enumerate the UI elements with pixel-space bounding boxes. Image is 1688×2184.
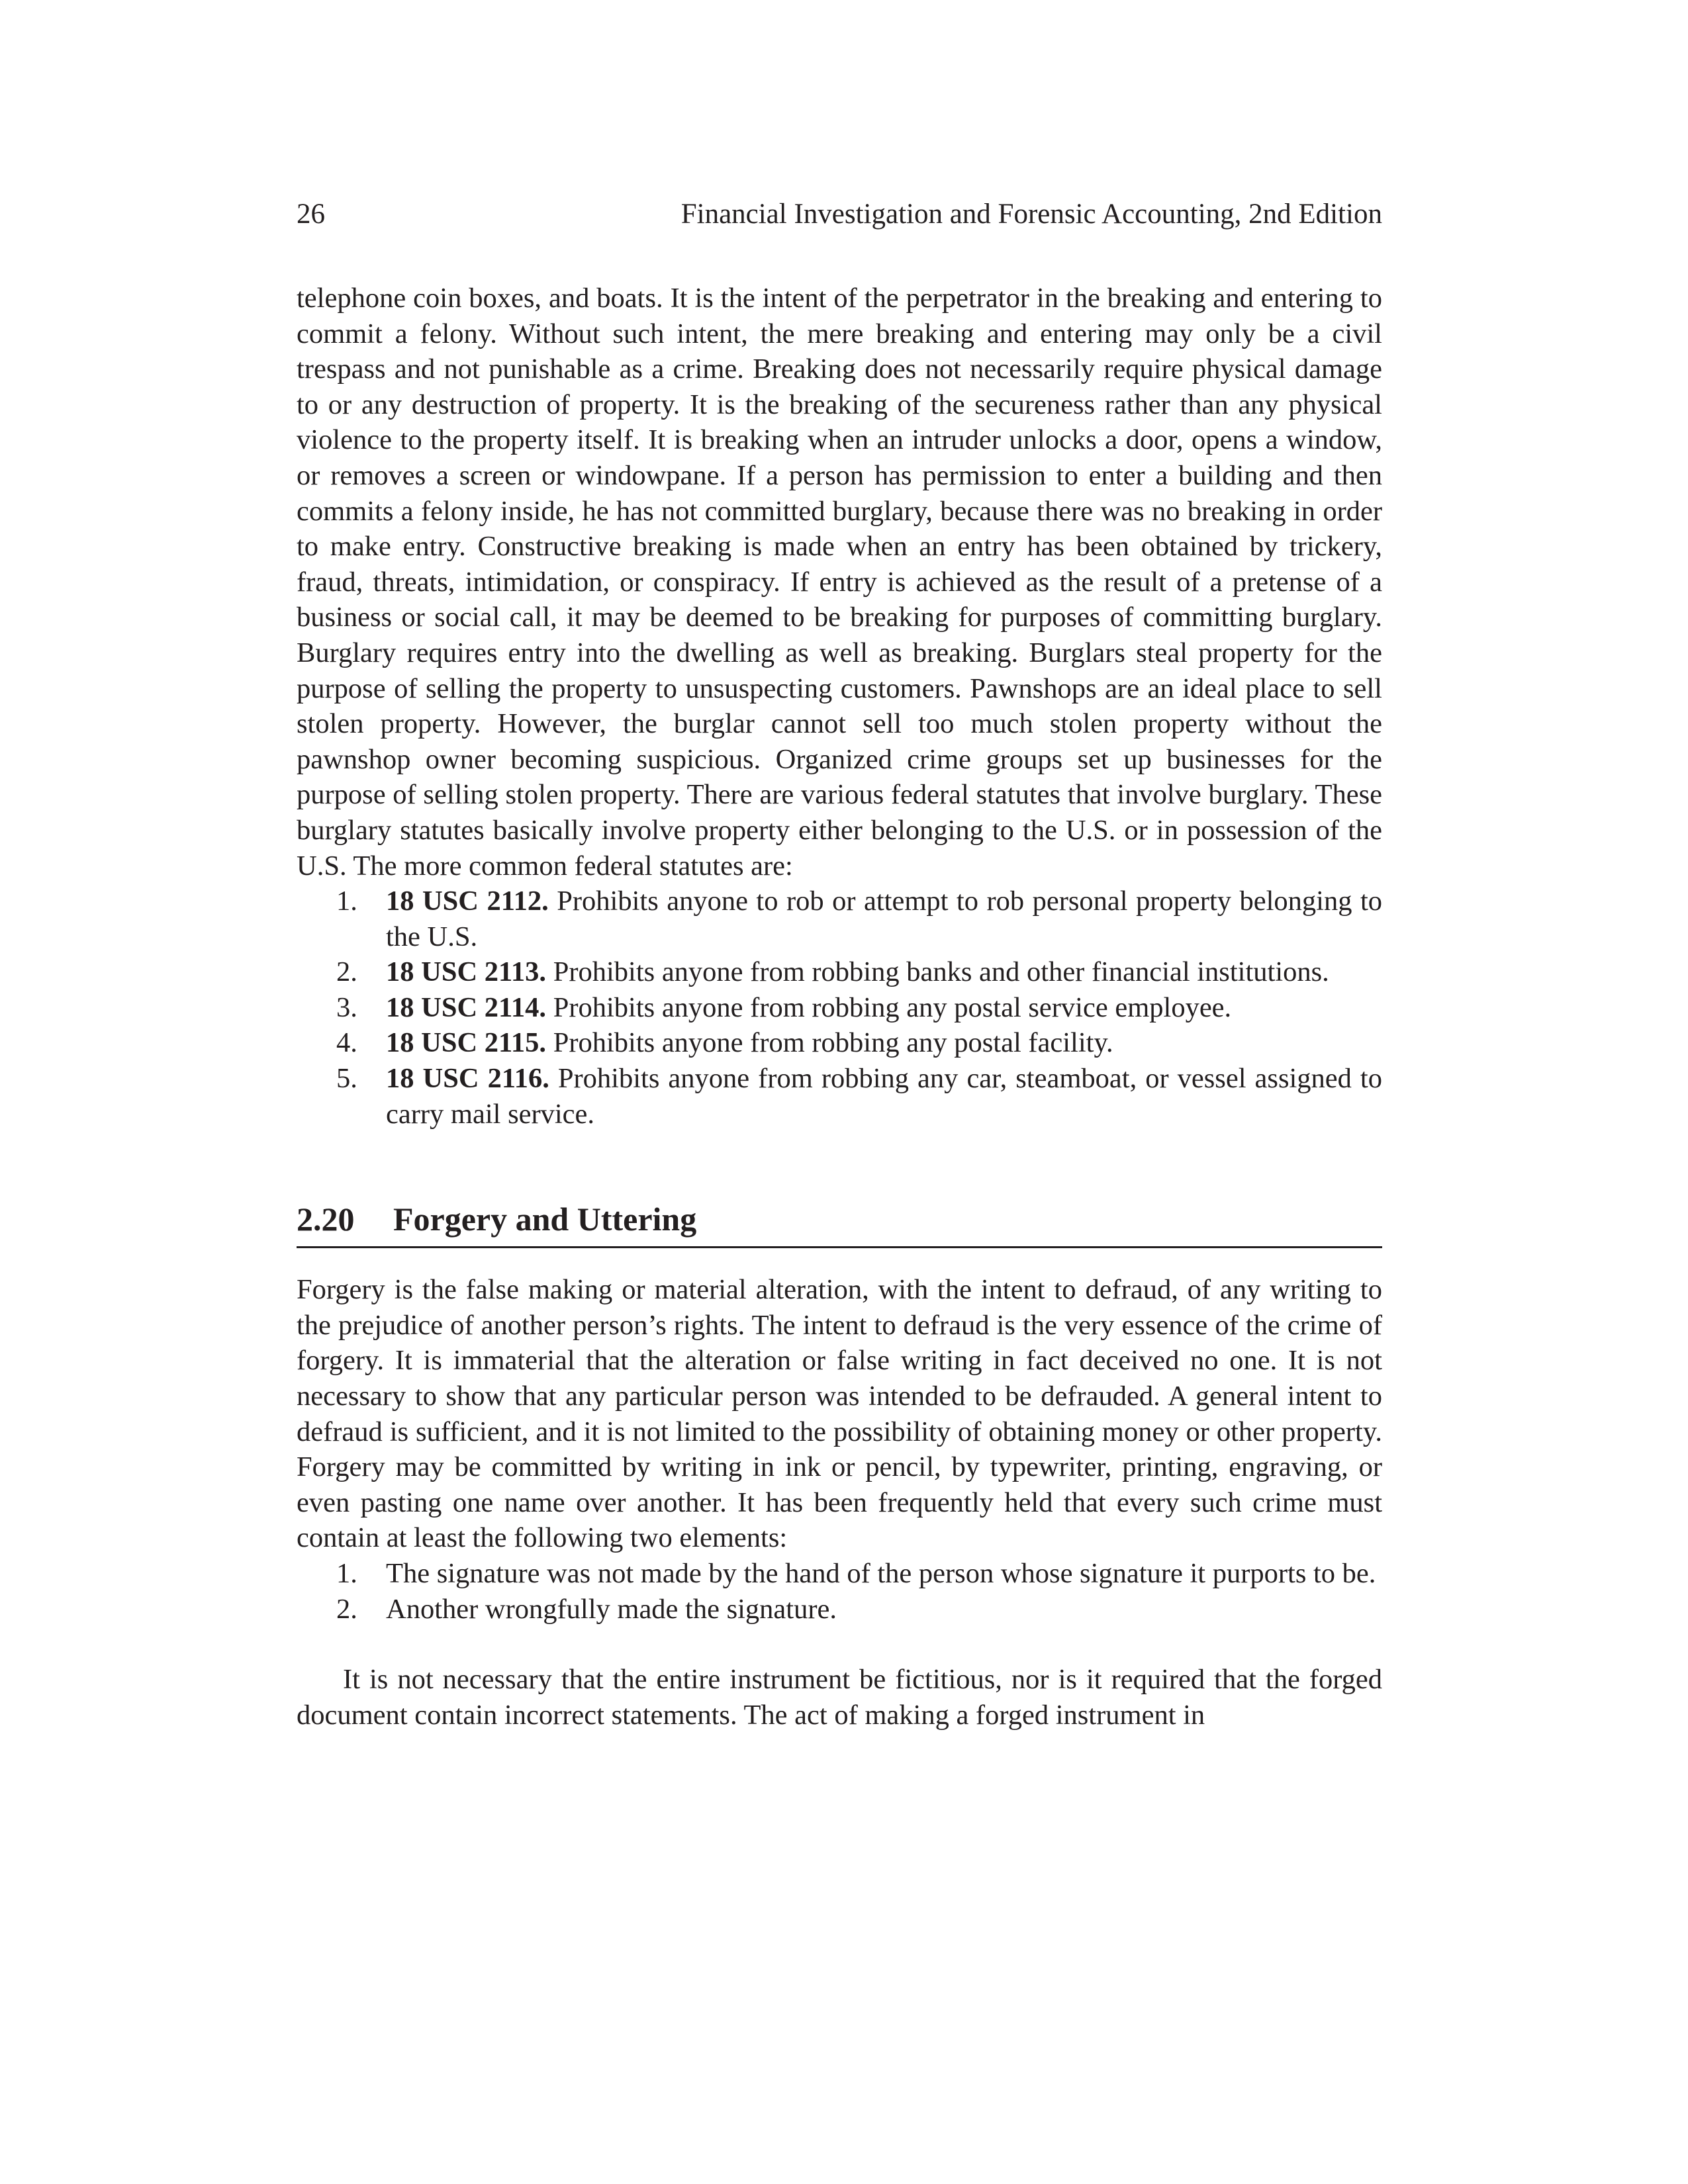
paragraph-burglary: telephone coin boxes, and boats. It is the intent of the perpetrator in the breaking and entering to commit a felony. Without such intent, the mere breaking and entering may only be a civil trespass and not punishable as a crime. Breaking does not necessarily require physical damage to or any destruction of property. It is the breaking of the secureness rather than any physical violence to the property itself. It is breaking when an intruder unlocks a door, opens a window, or removes a screen or windowpane. If a person has permission to enter a building and then commits a felony inside, he has not committed burglary, because there was no breaking in order to make entry. Constructive breaking is made when an entry has been obtained by trickery, fraud, threats, intimidation, or conspiracy. If entry is achieved as the result of a pretense of a business or social call, it may be deemed to be breaking for purposes of committing burglary. Burglary requires entry into the dwelling as well as breaking. Burglars steal property for the purpose of selling the property to unsuspecting customers. Pawnshops are an ideal place to sell stolen property. However, the burglar cannot sell too much stolen property without the pawnshop owner becoming suspicious. Organized crime groups set up businesses for the purpose of selling stolen property. There are various federal statutes that involve burglary. These burglary statutes basically involve property either belonging to the U.S. or in possession of the U.S. The more common federal statutes are: bbox=[297, 283, 1382, 882]
statute-code: 18 USC 2114. bbox=[386, 991, 547, 1023]
list-item bbox=[297, 1061, 1382, 1132]
elements-list bbox=[297, 1556, 1382, 1627]
statute-text: Prohibits anyone from robbing any postal facility. bbox=[553, 1027, 1113, 1059]
list-item bbox=[297, 1556, 1382, 1592]
section-title: Forgery and Uttering bbox=[393, 1201, 697, 1238]
list-item bbox=[297, 1025, 1382, 1061]
book-title: Financial Investigation and Forensic Accounting, 2nd Edition bbox=[680, 199, 1382, 230]
statute-code: 18 USC 2115. bbox=[386, 1027, 547, 1059]
list-item-number: 1. bbox=[336, 886, 357, 917]
element-text: The signature was not made by the hand of the person whose signature it purports to be. bbox=[386, 1558, 1376, 1589]
body-text bbox=[297, 281, 1382, 1733]
statute-text: Prohibits anyone from robbing any car, steamboat, or vessel assigned to carry mail service. bbox=[386, 1063, 1382, 1130]
statute-text: Prohibits anyone from robbing any postal service employee. bbox=[553, 991, 1232, 1023]
paragraph-forgery: Forgery is the false making or material alteration, with the intent to defraud, of any writing to the prejudice of another person’s rights. The intent to defraud is the very essence of the crime of forgery. It is immaterial that the alteration or false writing in fact deceived no one. It is not necessary to show that any particular person was intended to be defrauded. A general intent to defraud is sufficient, and it is not limited to the possibility of obtaining money or other property. Forgery may be committed by writing in ink or pencil, by typewriter, printing, engraving, or even pasting one name over another. It has been frequently held that every such crime must contain at least the following two elements: bbox=[297, 1274, 1382, 1554]
section-heading bbox=[297, 1199, 1382, 1248]
list-item-number: 2. bbox=[336, 1593, 357, 1625]
running-head bbox=[297, 195, 1382, 234]
list-item-number: 1. bbox=[336, 1558, 357, 1589]
list-item bbox=[297, 884, 1382, 954]
list-item-number: 3. bbox=[336, 991, 357, 1023]
statutes-list bbox=[297, 884, 1382, 1132]
list-item-number: 2. bbox=[336, 956, 357, 988]
list-item bbox=[297, 1592, 1382, 1627]
list-item-number: 5. bbox=[336, 1063, 357, 1095]
list-item bbox=[297, 954, 1382, 990]
statute-code: 18 USC 2116. bbox=[386, 1063, 549, 1095]
list-item bbox=[297, 990, 1382, 1026]
section-number: 2.20 bbox=[297, 1201, 355, 1238]
statute-text: Prohibits anyone from robbing banks and other financial institutions. bbox=[553, 956, 1329, 988]
statute-code: 18 USC 2112. bbox=[386, 886, 549, 917]
statute-text: Prohibits anyone to rob or attempt to rob personal property belonging to the U.S. bbox=[386, 886, 1382, 952]
paragraph-instrument: It is not necessary that the entire instrument be fictitious, nor is it required that the forged document contain incorrect statements. The act of making a forged instrument in bbox=[297, 1664, 1382, 1731]
list-item-number: 4. bbox=[336, 1027, 357, 1059]
statute-code: 18 USC 2113. bbox=[386, 956, 547, 988]
page-number: 26 bbox=[297, 199, 325, 230]
element-text: Another wrongfully made the signature. bbox=[386, 1593, 837, 1625]
